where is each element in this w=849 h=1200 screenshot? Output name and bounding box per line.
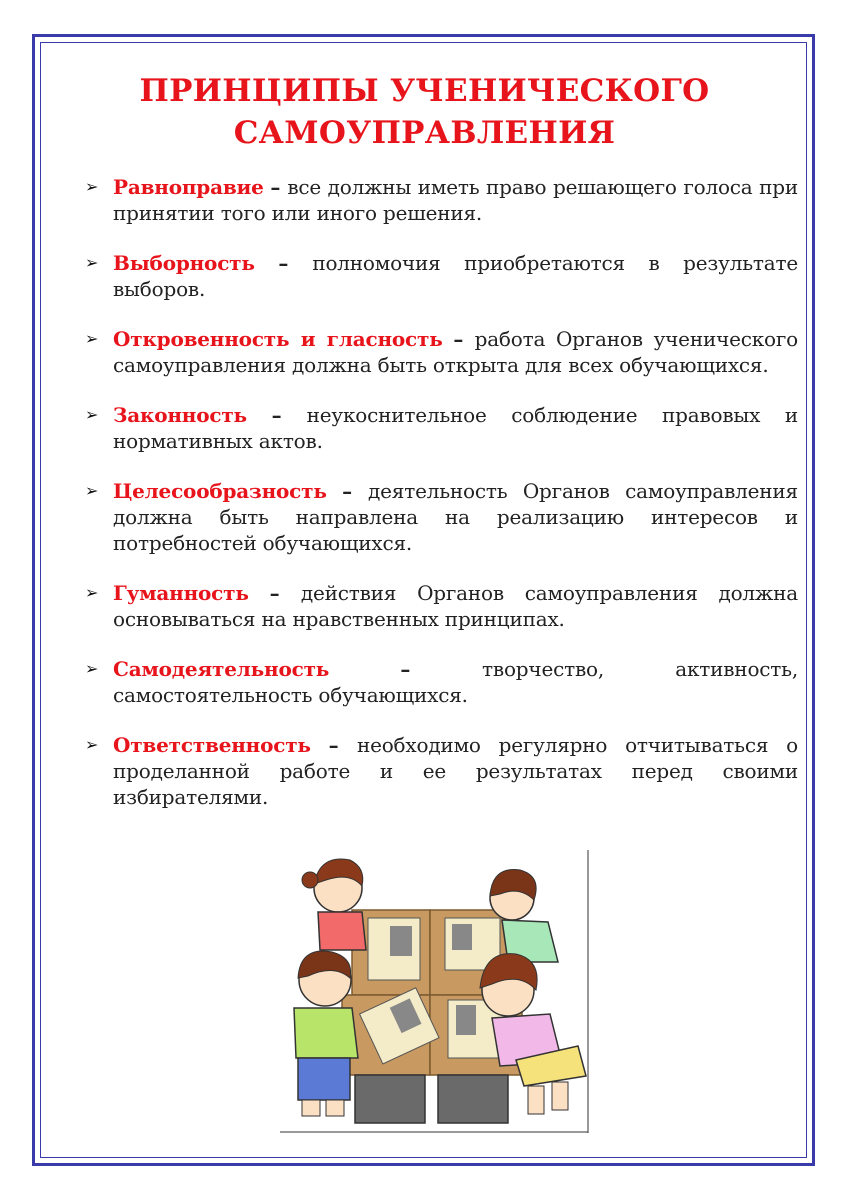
title-line-1: ПРИНЦИПЫ УЧЕНИЧЕСКОГО <box>139 73 710 109</box>
principle-term: Законность <box>113 403 247 427</box>
arrow-bullet-icon: ➢ <box>85 583 99 602</box>
principle-dash: – <box>342 479 369 503</box>
principle-term: Равноправие <box>113 175 264 199</box>
children-at-desks-illustration <box>280 850 590 1135</box>
principle-term: Гуманность <box>113 581 249 605</box>
principle-text: работа Органов ученического самоуправления должна быть открыта для всех обучающихся. <box>113 327 798 377</box>
principle-dash: – <box>328 733 357 757</box>
principles-list <box>85 174 798 834</box>
principle-text: творчество, активность, самостоятельность обучающихся. <box>113 657 798 707</box>
principle-item <box>85 250 798 302</box>
principle-item <box>85 478 798 556</box>
principle-item <box>85 732 798 810</box>
principle-text: действия Органов самоуправления должна основываться на нравственных принципах. <box>113 581 798 631</box>
principle-item <box>85 656 798 708</box>
principle-term: Выборность <box>113 251 255 275</box>
principle-text: неукоснительное соблюдение правовых и нормативных актов. <box>113 403 798 453</box>
principle-term: Ответственность <box>113 733 311 757</box>
arrow-bullet-icon: ➢ <box>85 735 99 754</box>
principle-text: деятельность Органов самоуправления должна быть направлена на реализацию интересов и потребностей обучающихся. <box>113 479 798 555</box>
principle-dash: – <box>269 581 301 605</box>
principle-text: все должны иметь право решающего голоса при принятии того или иного решения. <box>113 175 798 225</box>
arrow-bullet-icon: ➢ <box>85 329 99 348</box>
principle-term: Целесообразность <box>113 479 327 503</box>
arrow-bullet-icon: ➢ <box>85 659 99 678</box>
arrow-bullet-icon: ➢ <box>85 481 99 500</box>
principle-dash: – <box>270 175 288 199</box>
principle-text: необходимо регулярно отчитываться о проделанной работе и ее результатах перед своими избирателями. <box>113 733 798 809</box>
principle-term: Откровенность и гласность <box>113 327 443 351</box>
principle-dash: – <box>453 327 475 351</box>
principle-item <box>85 580 798 632</box>
principle-item <box>85 402 798 454</box>
principle-dash: – <box>400 657 483 681</box>
arrow-bullet-icon: ➢ <box>85 253 99 272</box>
principle-text: полномочия приобретаются в результате выборов. <box>113 251 798 301</box>
title-line-2: САМОУПРАВЛЕНИЯ <box>233 115 616 151</box>
principle-dash: – <box>271 403 307 427</box>
arrow-bullet-icon: ➢ <box>85 177 99 196</box>
principle-term: Самодеятельность <box>113 657 330 681</box>
principle-dash: – <box>278 251 313 275</box>
arrow-bullet-icon: ➢ <box>85 405 99 424</box>
page-title <box>60 70 789 154</box>
principle-item <box>85 174 798 226</box>
principle-item <box>85 326 798 378</box>
